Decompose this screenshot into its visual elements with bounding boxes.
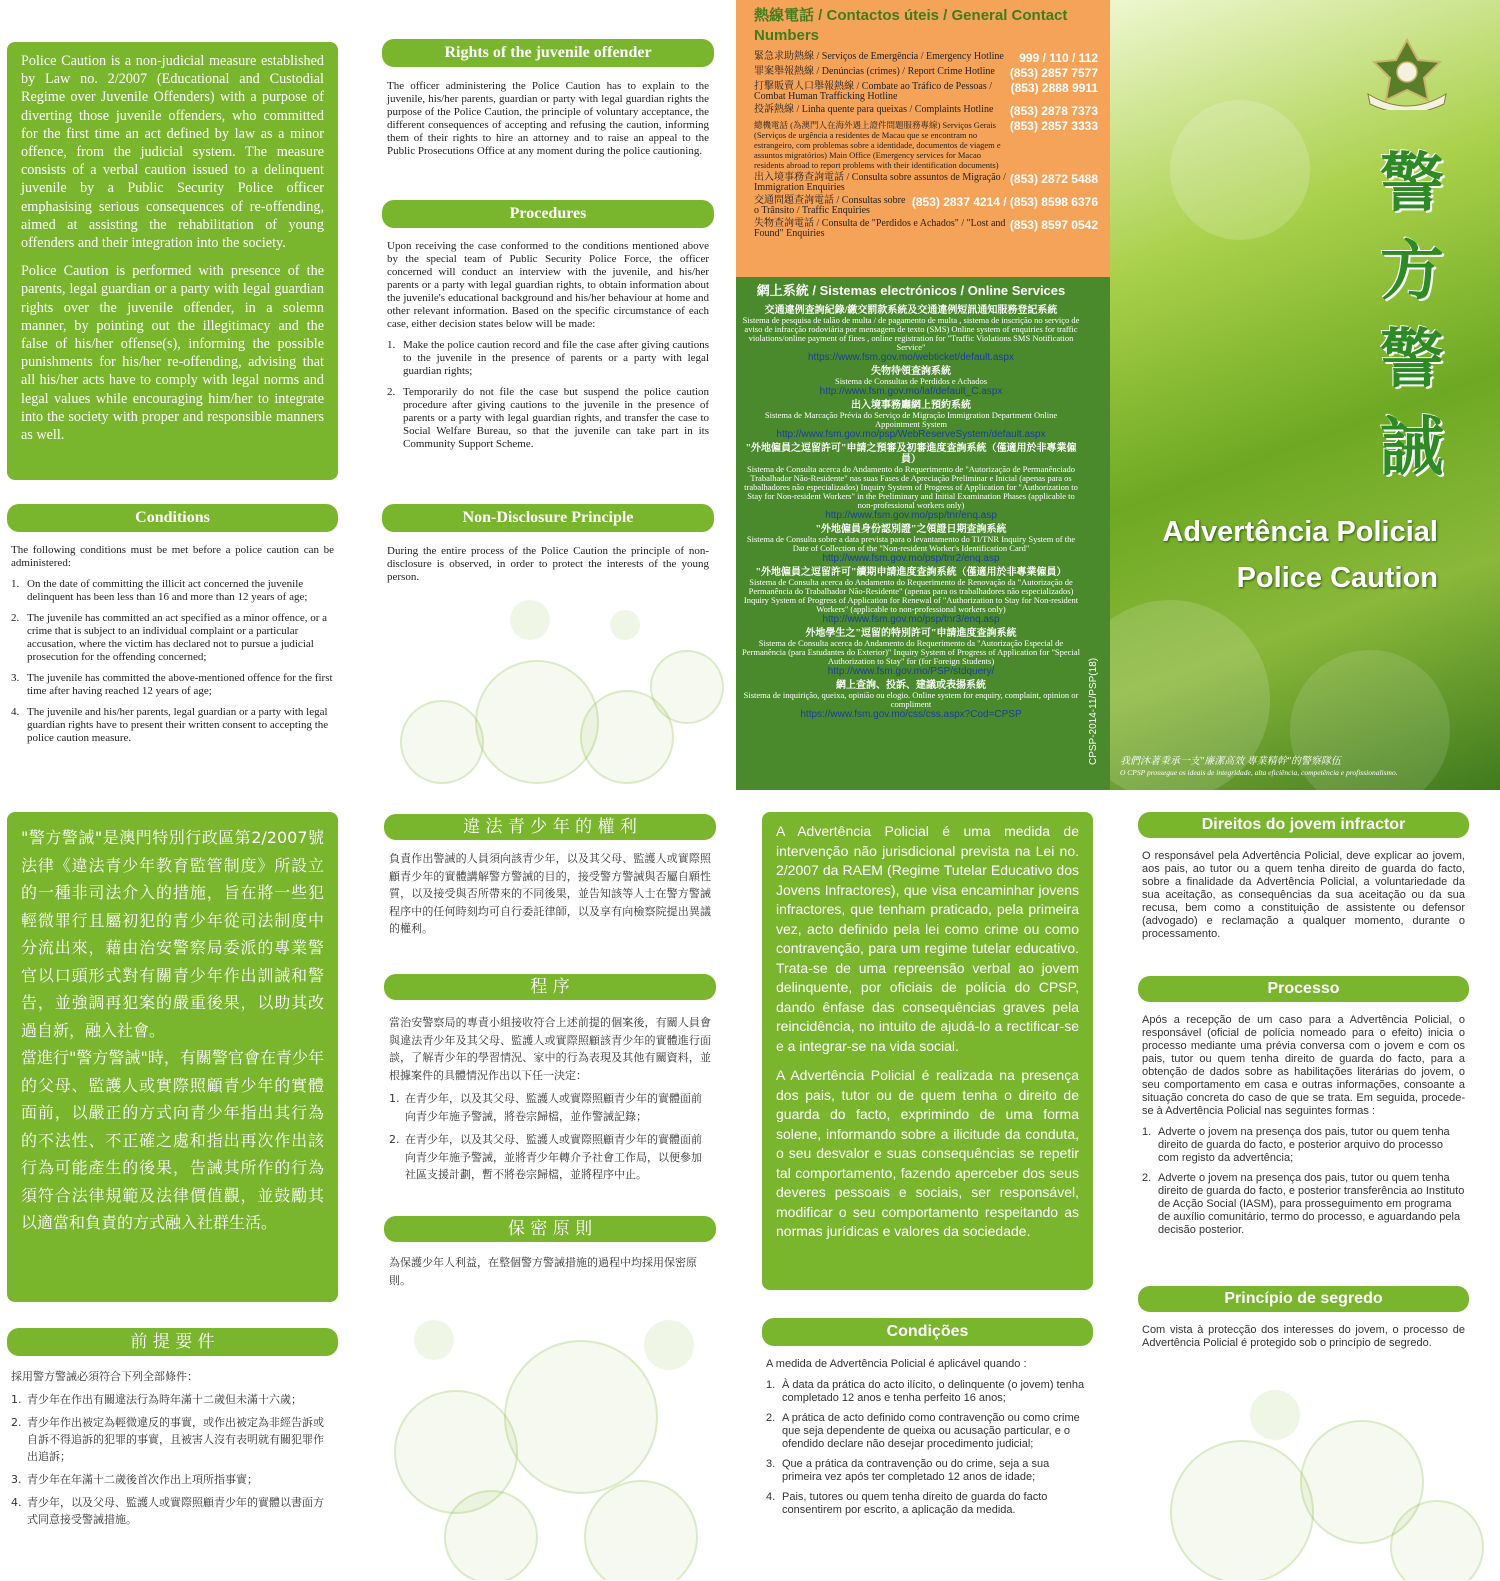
pt-process-heading: Processo xyxy=(1138,976,1469,1002)
cover-panel xyxy=(1110,0,1500,790)
contact-number: (853) 2857 7577 xyxy=(1009,66,1098,80)
en-nondisclosure-heading: Non-Disclosure Principle xyxy=(382,504,714,532)
pt-conditions-section xyxy=(766,1358,1089,1524)
contact-row xyxy=(754,196,1098,216)
zh-rights-heading: 違 法 青 少 年 的 權 利 xyxy=(384,814,716,840)
online-service-item xyxy=(742,366,1080,397)
police-emblem-icon xyxy=(1360,38,1455,110)
list-item-number: 2. xyxy=(766,1412,776,1424)
document-code: CPSP-2014-11/PSP(18) xyxy=(1088,657,1099,765)
online-service-name: 失物待領查詢系統 xyxy=(871,366,951,377)
online-service-link[interactable]: http://www.fsm.gov.mo/psp/tnr3/enq.asp xyxy=(822,614,1000,625)
cover-title-en: Police Caution xyxy=(1236,562,1438,594)
pt-process-text: Após a recepção de um caso para a Advertência Policial, o responsável (oficial de polícia nomeado para o efeito) inicia o processo mediante uma prévia conversa com o jovem e com os pais, tutor ou quem tenha direito de guarda do facto, para a obtenção de dados sobre as habilitações literárias do jovem, o seu comportamento em casa e outras informações, consoante a situação concreta do caso de que se trata. Em seguida, procede-se à Advertência Policial nas seguintes formas : xyxy=(1142,1014,1465,1117)
cover-title-char: 誡 xyxy=(1380,411,1444,485)
cover-title-char: 方 xyxy=(1380,235,1444,309)
list-item xyxy=(11,1494,334,1528)
list-item-number: 3. xyxy=(11,672,20,684)
online-service-item xyxy=(742,628,1080,677)
pt-secret-text: Com vista à protecção dos interesses do jovem, o processo de Advertência Policial é protegido sob o princípio de segredo. xyxy=(1142,1324,1465,1349)
list-item-text: The juvenile and his/her parents, legal guardian or a party with legal guardian rights have to present their written consent to accepting the police caution measure. xyxy=(27,706,329,744)
zh-intro-paragraph-1: "警方警誡"是澳門特別行政區第2/2007號法律《違法青少年教育監管制度》所設立的一種非司法介入的措施，旨在將一些犯輕微罪行且屬初犯的青少年從司法制度中分流出來，藉由治安警察局委派的專業警官以口頭形式對有關青少年作出訓誡和警告，並強調再犯案的嚴重後果，以助其改過自新，融入社會。 xyxy=(21,828,324,1040)
list-item-text: The juvenile has committed the above-mentioned offence for the first time after having reached 12 years of age; xyxy=(27,672,333,697)
list-item xyxy=(387,339,709,378)
online-service-item xyxy=(742,443,1080,521)
list-item xyxy=(11,1471,334,1488)
cover-title-pt: Advertência Policial xyxy=(1162,516,1438,548)
online-service-name: 網上查詢、投訴、建議或表揚系統 xyxy=(836,680,986,691)
online-service-description: Sistema de Consulta acerca do Andamento do Requerimento de "Autorização de Permanênciado Trabalhador Não-Residente" nas suas Fases de Apreciação Preliminar e Inicial (apenas para os trabalhadores não especializados) Inquiry System of Progress of Application for "Authorization to Stay for Non-resident Workers" in the Preliminary and Initial Examination Phases (applicable to non-professional workers only) xyxy=(744,464,1078,510)
online-service-link[interactable]: http://www.fsm.gov.mo/psp/WebReserveSystem/default.aspx xyxy=(776,429,1046,440)
list-item-text: 青少年在作出有關違法行為時年滿十二歲但未滿十六歲； xyxy=(27,1393,302,1406)
list-item-number: 4. xyxy=(11,706,20,718)
list-item-number: 1. xyxy=(766,1379,776,1391)
contact-row xyxy=(754,173,1098,193)
list-item xyxy=(766,1412,1089,1451)
list-item xyxy=(766,1379,1089,1405)
list-item xyxy=(1142,1172,1465,1237)
list-item-text: The juvenile has committed an act specified as a minor offence, or a crime that is subject to an individual complaint or a particular accusation, where the victim has declared not to pursue a judicial prosecution for the offending concerned; xyxy=(27,612,328,663)
contact-row xyxy=(754,105,1098,117)
cover-chinese-title xyxy=(1372,140,1452,492)
list-item xyxy=(1142,1126,1465,1165)
zh-intro-paragraph-2: 當進行"警方警誡"時，有關警官會在青少年的父母、監護人或實際照顧青少年的實體面前，以嚴正的方式向青少年指出其行為的不法性、不正確之處和指出再次作出該行為可能產生的後果，告誡其所作的行為須符合法律規範及法律價值觀，並鼓勵其以適當和負責的方式融入社群生活。 xyxy=(21,1048,324,1232)
en-procedures-text: Upon receiving the case conformed to the conditions mentioned above by the special team of Public Security Police Force, the officer concerned will conduct an interview with the juvenile, and his/her parents or a party with legal guardian rights, to obtain information about the juvenile's educational background and his/her behaviour at home and other relevant information. Based on the specific circumstance of each case, either decision states below will be made: xyxy=(387,240,709,330)
contact-number: (853) 2878 7373 xyxy=(1009,104,1098,118)
zh-conditions-intro: 採用警方警誡必須符合下列全部條件： xyxy=(11,1370,198,1383)
list-item-text: Temporarily do not file the case but suspend the police caution procedure after giving cautions to the juvenile in the presence of parents or a party with legal guardian rights, and transfer the case to Social Welfare Bureau, so that the juvenile can take part in its Community Support Scheme. xyxy=(403,386,709,450)
online-service-description: Sistema de pesquisa de talão de multa / de pagamento de multa , sistema de inscrição no serviço de aviso de infracção rodoviária por mensagem de texto (SMS) Online system of enquiries for traffic violations/online payment of fines , online registration for "Traffic Violations SMS Notification Service" xyxy=(742,315,1080,352)
contact-label: 總機電話 (為澳門人在海外遇上證件問題服務專線) Serviços Gerais (Serviços de urgência a residentes de Macau que se encontram no estrangeiro, com problemas sobre a identidade, documentos de viagem e assuntos migratórios) Main Office (Emergency services for Macao residents abroad to report problems with their identification documents) xyxy=(754,120,1001,170)
list-item-text: 在青少年，以及其父母、監護人或實際照顧青少年的實體面前向青少年施予警誡，將卷宗歸檔，並作警誡記錄； xyxy=(405,1092,702,1123)
pt-intro-paragraph-2: A Advertência Policial é realizada na presença dos pais, tutor ou de quem tenha o direito de guarda do facto, exprimindo de uma forma solene, informando sobre a ilicitude da conduta, o seu desvalor e suas consequências se repetir tal comportamento, fazendo aperceber dos seus deveres pessoais e sociais, ser responsável, modificar o seu comportamento respeitando as normas jurídicas e valores da sociedade. xyxy=(776,1067,1079,1239)
online-service-item xyxy=(742,400,1080,440)
list-item-text: 青少年作出被定為輕微違反的事實，或作出被定為非經告訴或自訴不得追訴的犯罪的事實，且被害人沒有表明就有關犯罪作出追訴； xyxy=(27,1416,324,1463)
contact-number: (853) 2837 4214 / (853) 8598 6376 xyxy=(911,195,1098,209)
en-conditions-intro: The following conditions must be met before a police caution can be administered: xyxy=(11,544,334,569)
en-intro-paragraph-2: Police Caution is performed with presence of the parents, legal guardian or a party with legal guardian rights over the juvenile offender, in a solemn manner, by pointing out the illegitimacy and the false of his/her offense(s), informing the possible punishments for his/her re-offending, advising that all his/her acts have to comply with legal norms and legal values while encouraging him/her to integrate into the society with proper and responsible manners as well. xyxy=(21,263,324,444)
list-item xyxy=(389,1090,711,1125)
list-item-text: Adverte o jovem na presença dos pais, tutor ou quem tenha direito de guarda do facto, e posterior arquivo do processo com registo da advertência; xyxy=(1158,1126,1450,1164)
en-rights-text: The officer administering the Police Caution has to explain to the juvenile, his/her parents, guardian or party with legal guardian rights the purpose of the Police Caution, the principle of voluntary acceptance, the different consequences of accepting and refusing the caution, informing them of their rights to hire an attorney and to raise an appeal to the Public Prosecutions Office at any moment during the police cautioning. xyxy=(387,80,709,157)
list-item xyxy=(11,706,334,745)
list-item-text: Make the police caution record and file the case after giving cautions to the juvenile in the presence of parents or a party with legal guardian rights; xyxy=(403,339,709,377)
sprout-decoration-bottom xyxy=(384,1300,724,1580)
list-item-number: 2. xyxy=(1142,1172,1152,1184)
online-service-description: Sistema de Consulta acerca do Andamento do Requerimento da "Autorização Especial de Permanência (para Estudantes do Exterior)" Inquiry System of Progress of Application for "Special Authorization to Stay" for (for Foreign Students) xyxy=(742,638,1080,666)
list-item xyxy=(11,612,334,664)
list-item-text: Que a prática da contravenção ou do crime, seja a sua primeira vez após ter completado 12 anos de idade; xyxy=(782,1458,1050,1483)
pt-rights-text: O responsável pela Advertência Policial, deve explicar ao jovem, aos pais, ao tutor ou a quem tenha direito de guarda do facto, sobre a finalidade da Advertência Policial, a voluntariedade da sua aceitação, as consequências da sua aceitação ou da sua recusa, bem como a constituição de assistente ou defensor (advogado) e reclamação a qualquer momento, durante o processamento. xyxy=(1142,850,1465,940)
pt-conditions-heading: Condições xyxy=(762,1318,1093,1346)
list-item-text: Adverte o jovem na presença dos pais, tutor ou quem tenha direito de guarda do facto, e posterior transferência ao Instituto de Acção Social (IASM), para prosseguimento em programa de auxílio comunitário, termo do processo, e aguardando pela decisão posterior. xyxy=(1158,1172,1465,1236)
pt-conditions-intro: A medida de Advertência Policial é aplicável quando : xyxy=(766,1358,1027,1370)
contact-number: (853) 8597 0542 xyxy=(1009,218,1098,232)
online-service-item xyxy=(742,567,1080,625)
contact-label: 失物查詢電話 / Consulta de "Perdidos e Achados" / "Lost and Found" Enquiries xyxy=(754,218,1006,239)
online-service-link[interactable]: https://www.fsm.gov.mo/webticket/default.aspx xyxy=(807,352,1014,363)
contact-label: 出入境事務查詢電話 / Consulta sobre assuntos de Migração / Immigration Enquiries xyxy=(754,172,1006,193)
list-item-number: 2. xyxy=(11,1416,22,1429)
online-services-title: 網上系統 / Sistemas electrónicos / Online Services xyxy=(756,283,1066,298)
online-services-panel xyxy=(736,277,1110,790)
pt-intro-paragraph-1: A Advertência Policial é uma medida de intervenção não jurisdicional prevista na Lei no. 2/2007 da RAEM (Regime Tutelar Educativo dos Jovens Infractores), que visa encaminhar jovens infractores, que tenham praticado, pela primeira vez, acto definido pela lei como crime ou como contravenção, para um regime tutelar educativo. Trata-se de uma repreensão verbal ao jovem delinquente, por oficiais de polícia do CPSP, dando ênfase das consequências graves pela reincidência, no intuito de ajudá-lo a rectificar-se e a integrar-se na vida social. xyxy=(776,823,1079,1054)
contact-label: 打擊販賣人口舉報熱線 / Combate ao Tráfico de Pessoas / Combat Human Trafficking Hotline xyxy=(754,81,993,102)
list-item xyxy=(766,1491,1089,1517)
list-item-number: 2. xyxy=(389,1133,400,1146)
list-item-number: 4. xyxy=(766,1491,776,1503)
online-service-link[interactable]: https://www.fsm.gov.mo/css/css.aspx?Cod=CPSP xyxy=(800,709,1022,720)
cover-motto-zh: 我們沐著秉承一支"廉潔高效 專業精幹"的警察隊伍 xyxy=(1120,756,1341,767)
online-service-link[interactable]: http://www.fsm.gov.mo/PSP/stdquery/ xyxy=(827,666,995,677)
en-procedures-section xyxy=(387,240,709,459)
contacts-list xyxy=(754,52,1098,239)
online-service-link[interactable]: http://www.fsm.gov.mo/laf/default_C.aspx xyxy=(819,386,1003,397)
zh-conditions-heading: 前 提 要 件 xyxy=(7,1328,338,1356)
pt-secret-heading: Princípio de segredo xyxy=(1138,1286,1469,1312)
list-item xyxy=(11,672,334,698)
contact-row xyxy=(754,52,1098,64)
zh-nondisclosure-heading: 保 密 原 則 xyxy=(384,1216,716,1242)
list-item-text: A prática de acto definido como contravenção ou como crime que seja dependente de queixa ou acusação particular, e o ofendido declare não desejar procedimento judicial; xyxy=(782,1412,1080,1450)
list-item-number: 1. xyxy=(11,578,20,590)
zh-nondisclosure-text: 為保護少年人利益，在整個警方警誡措施的過程中均採用保密原則。 xyxy=(389,1256,697,1287)
contact-number: (853) 2857 3333 xyxy=(1009,119,1098,133)
online-service-description: Sistema de Consulta acerca do Andamento do Requerimento de Renovação da "Autorização de Permanência do Trabalhador Não-Residente" (apenas para os trabalhadores não especializados) Inquiry System of Progress of Application for Renewal of "Authorization to Stay for Non-resident Workers" (applicable to non-professional workers only) xyxy=(743,577,1079,614)
online-service-item xyxy=(742,680,1080,720)
pt-intro-box xyxy=(762,812,1093,1290)
list-item-number: 1. xyxy=(387,339,396,351)
contact-row xyxy=(754,82,1098,102)
list-item-number: 2. xyxy=(387,386,396,398)
list-item xyxy=(11,1414,334,1465)
zh-conditions-section xyxy=(11,1368,334,1534)
en-conditions-heading: Conditions xyxy=(7,504,338,532)
list-item-text: On the date of committing the illicit act concerned the juvenile delinquent has been less than 16 and more than 12 years of age; xyxy=(27,578,308,603)
online-service-link[interactable]: http://www.fsm.gov.mo/psp/tnr/enq.asp xyxy=(825,510,997,521)
online-service-name: "外地僱員之逗留許可"續期申請進度查詢系統（僅適用於非專業僱員） xyxy=(755,567,1067,578)
en-intro-paragraph-1: Police Caution is a non-judicial measure established by Law no. 2/2007 (Educational and Custodial Regime over Juvenile Offenders) with a purpose of diverting those juvenile offenders, who committed for the first time an act defined by law as a minor offence, from the judicial system. The measure consists of a verbal caution issued to a delinquent juvenile by a Public Security Police officer emphasising serious consequences of re-offending, aimed at assisting the rehabilitation of young offenders and their integration into the society. xyxy=(21,53,324,252)
list-item xyxy=(766,1458,1089,1484)
online-service-item xyxy=(742,305,1080,363)
en-conditions-list xyxy=(11,578,334,745)
online-service-name: "外地僱員身份認別證"之領證日期查詢系統 xyxy=(815,524,1007,535)
online-service-name: 出入境事務廳網上預約系統 xyxy=(851,400,971,411)
zh-procedures-heading: 程 序 xyxy=(384,974,716,1000)
zh-procedures-text: 當治安警察局的專責小組接收符合上述前提的個案後，有關人員會與違法青少年及其父母、監護人或實際照顧該青少年的實體進行面談，了解青少年的學習情況、家中的行為表現及其他有關資料，並根據案件的具體情況作出以下任一決定： xyxy=(389,1016,711,1082)
contact-label: 投訴熱線 / Linha quente para queixas / Complaints Hotline xyxy=(754,104,994,115)
contact-row xyxy=(754,67,1098,79)
contacts-panel xyxy=(736,0,1110,277)
contact-label: 交通問題查詢電話 / Consultas sobre o Trânsito / Traffic Enquiries xyxy=(754,195,906,216)
list-item-number: 1. xyxy=(11,1393,22,1406)
en-rights-heading: Rights of the juvenile offender xyxy=(382,39,714,67)
sprout-decoration-right xyxy=(1130,1380,1490,1580)
en-intro-box xyxy=(7,42,338,480)
list-item-number: 2. xyxy=(11,612,20,624)
list-item xyxy=(11,1391,334,1408)
pt-process-list xyxy=(1142,1126,1465,1237)
list-item-text: Pais, tutores ou quem tenha direito de guarda do facto consentirem por escrito, a aplicação da medida. xyxy=(782,1491,1048,1516)
list-item xyxy=(11,578,334,604)
online-service-description: Sistema de Consultas de Perdidos e Achados xyxy=(834,376,988,386)
online-service-description: Sistema de Marcação Prévia do Serviço de Migração Immigration Department Online Appointment System xyxy=(764,410,1058,429)
sprout-decoration-top xyxy=(380,590,730,790)
contact-number: (853) 2872 5488 xyxy=(1009,172,1098,186)
cover-motto-pt: O CPSP prossegue os ideais de integridade, alta eficiência, competência e profissionalismo. xyxy=(1120,768,1398,777)
list-item-number: 3. xyxy=(11,1473,22,1486)
list-item-number: 1. xyxy=(389,1092,400,1105)
list-item-number: 1. xyxy=(1142,1126,1152,1138)
pt-rights-heading: Direitos do jovem infractor xyxy=(1138,812,1469,838)
contacts-title: 熱線電話 / Contactos úteis / General Contact Numbers xyxy=(754,7,1068,44)
contact-number: (853) 2888 9911 xyxy=(1010,81,1098,95)
pt-process-section xyxy=(1142,1014,1465,1244)
list-item-text: 青少年在年滿十二歲後首次作出上項所指事實； xyxy=(27,1473,258,1486)
pt-conditions-list xyxy=(766,1379,1089,1517)
online-service-name: "外地僱員之逗留許可"申請之預審及初審進度查詢系統（僅適用於非專業僱員） xyxy=(745,443,1077,465)
contact-label: 緊急求助熱線 / Serviços de Emergência / Emergency Hotline xyxy=(754,51,1004,62)
contact-row xyxy=(754,120,1098,170)
en-conditions-section xyxy=(11,544,334,753)
list-item-text: 在青少年，以及其父母、監護人或實際照顧青少年的實體面前向青少年施予警誡，並將青少年轉介予社會工作局，以便參加社區支援計劃，暫不將卷宗歸檔，並將程序中止。 xyxy=(405,1133,702,1181)
list-item xyxy=(389,1131,711,1184)
online-service-item xyxy=(742,524,1080,564)
zh-intro-box xyxy=(7,812,338,1302)
online-service-description: Sistema de inquirição, queixa, opinião ou elogio. Online system for enquiry, complaint, opinion or compliment xyxy=(743,690,1079,709)
online-service-link[interactable]: http://www.fsm.gov.mo/psp/tnr2/enq.asp xyxy=(822,553,1000,564)
list-item-number: 3. xyxy=(766,1458,776,1470)
list-item xyxy=(387,386,709,451)
contact-row xyxy=(754,219,1098,239)
online-service-name: 交通違例查詢紀錄/繳交罰款系統及交通違例短訊通知服務登記系統 xyxy=(764,305,1058,316)
cover-title-char: 警 xyxy=(1380,323,1444,397)
online-service-description: Sistema de Consulta sobre a data prevista para o levantamento do TI/TNR Inquiry System of the Date of Collection of the "Non-resident Worker's Identification Card" xyxy=(746,534,1076,553)
online-service-name: 外地學生之"逗留的特別許可"申請進度查詢系統 xyxy=(805,628,1017,639)
list-item-number: 4. xyxy=(11,1496,22,1509)
zh-rights-text: 負責作出警誡的人員須向該青少年，以及其父母、監護人或實際照顧青少年的實體講解警方警誡的目的，接受警方警誡與否屬自願性質，以及接受與否所帶來的不同後果，並告知該等人士在警方警誡程序中的任何時刻均可自行委託律師，以及享有向檢察院提出異議的權利。 xyxy=(389,852,711,935)
list-item-text: 青少年，以及父母、監護人或實際照顧青少年的實體以書面方式同意接受警誡措施。 xyxy=(27,1496,324,1526)
zh-procedures-list xyxy=(389,1090,711,1184)
zh-conditions-list xyxy=(11,1391,334,1528)
cover-title-char: 警 xyxy=(1380,147,1444,221)
contact-number: 999 / 110 / 112 xyxy=(1019,51,1098,65)
online-services-list xyxy=(742,305,1080,720)
en-procedures-list xyxy=(387,339,709,451)
zh-procedures-section xyxy=(389,1014,711,1190)
en-procedures-heading: Procedures xyxy=(382,200,714,228)
list-item-text: À data da prática do acto ilícito, o delinquente (o jovem) tenha completado 12 anos e tenha perfeito 16 anos; xyxy=(782,1379,1085,1404)
contact-label: 罪案舉報熱線 / Denúncias (crimes) / Report Crime Hotline xyxy=(754,66,995,77)
en-nondisclosure-text: During the entire process of the Police Caution the principle of non-disclosure is observed, in order to protect the interests of the young person. xyxy=(387,545,709,583)
